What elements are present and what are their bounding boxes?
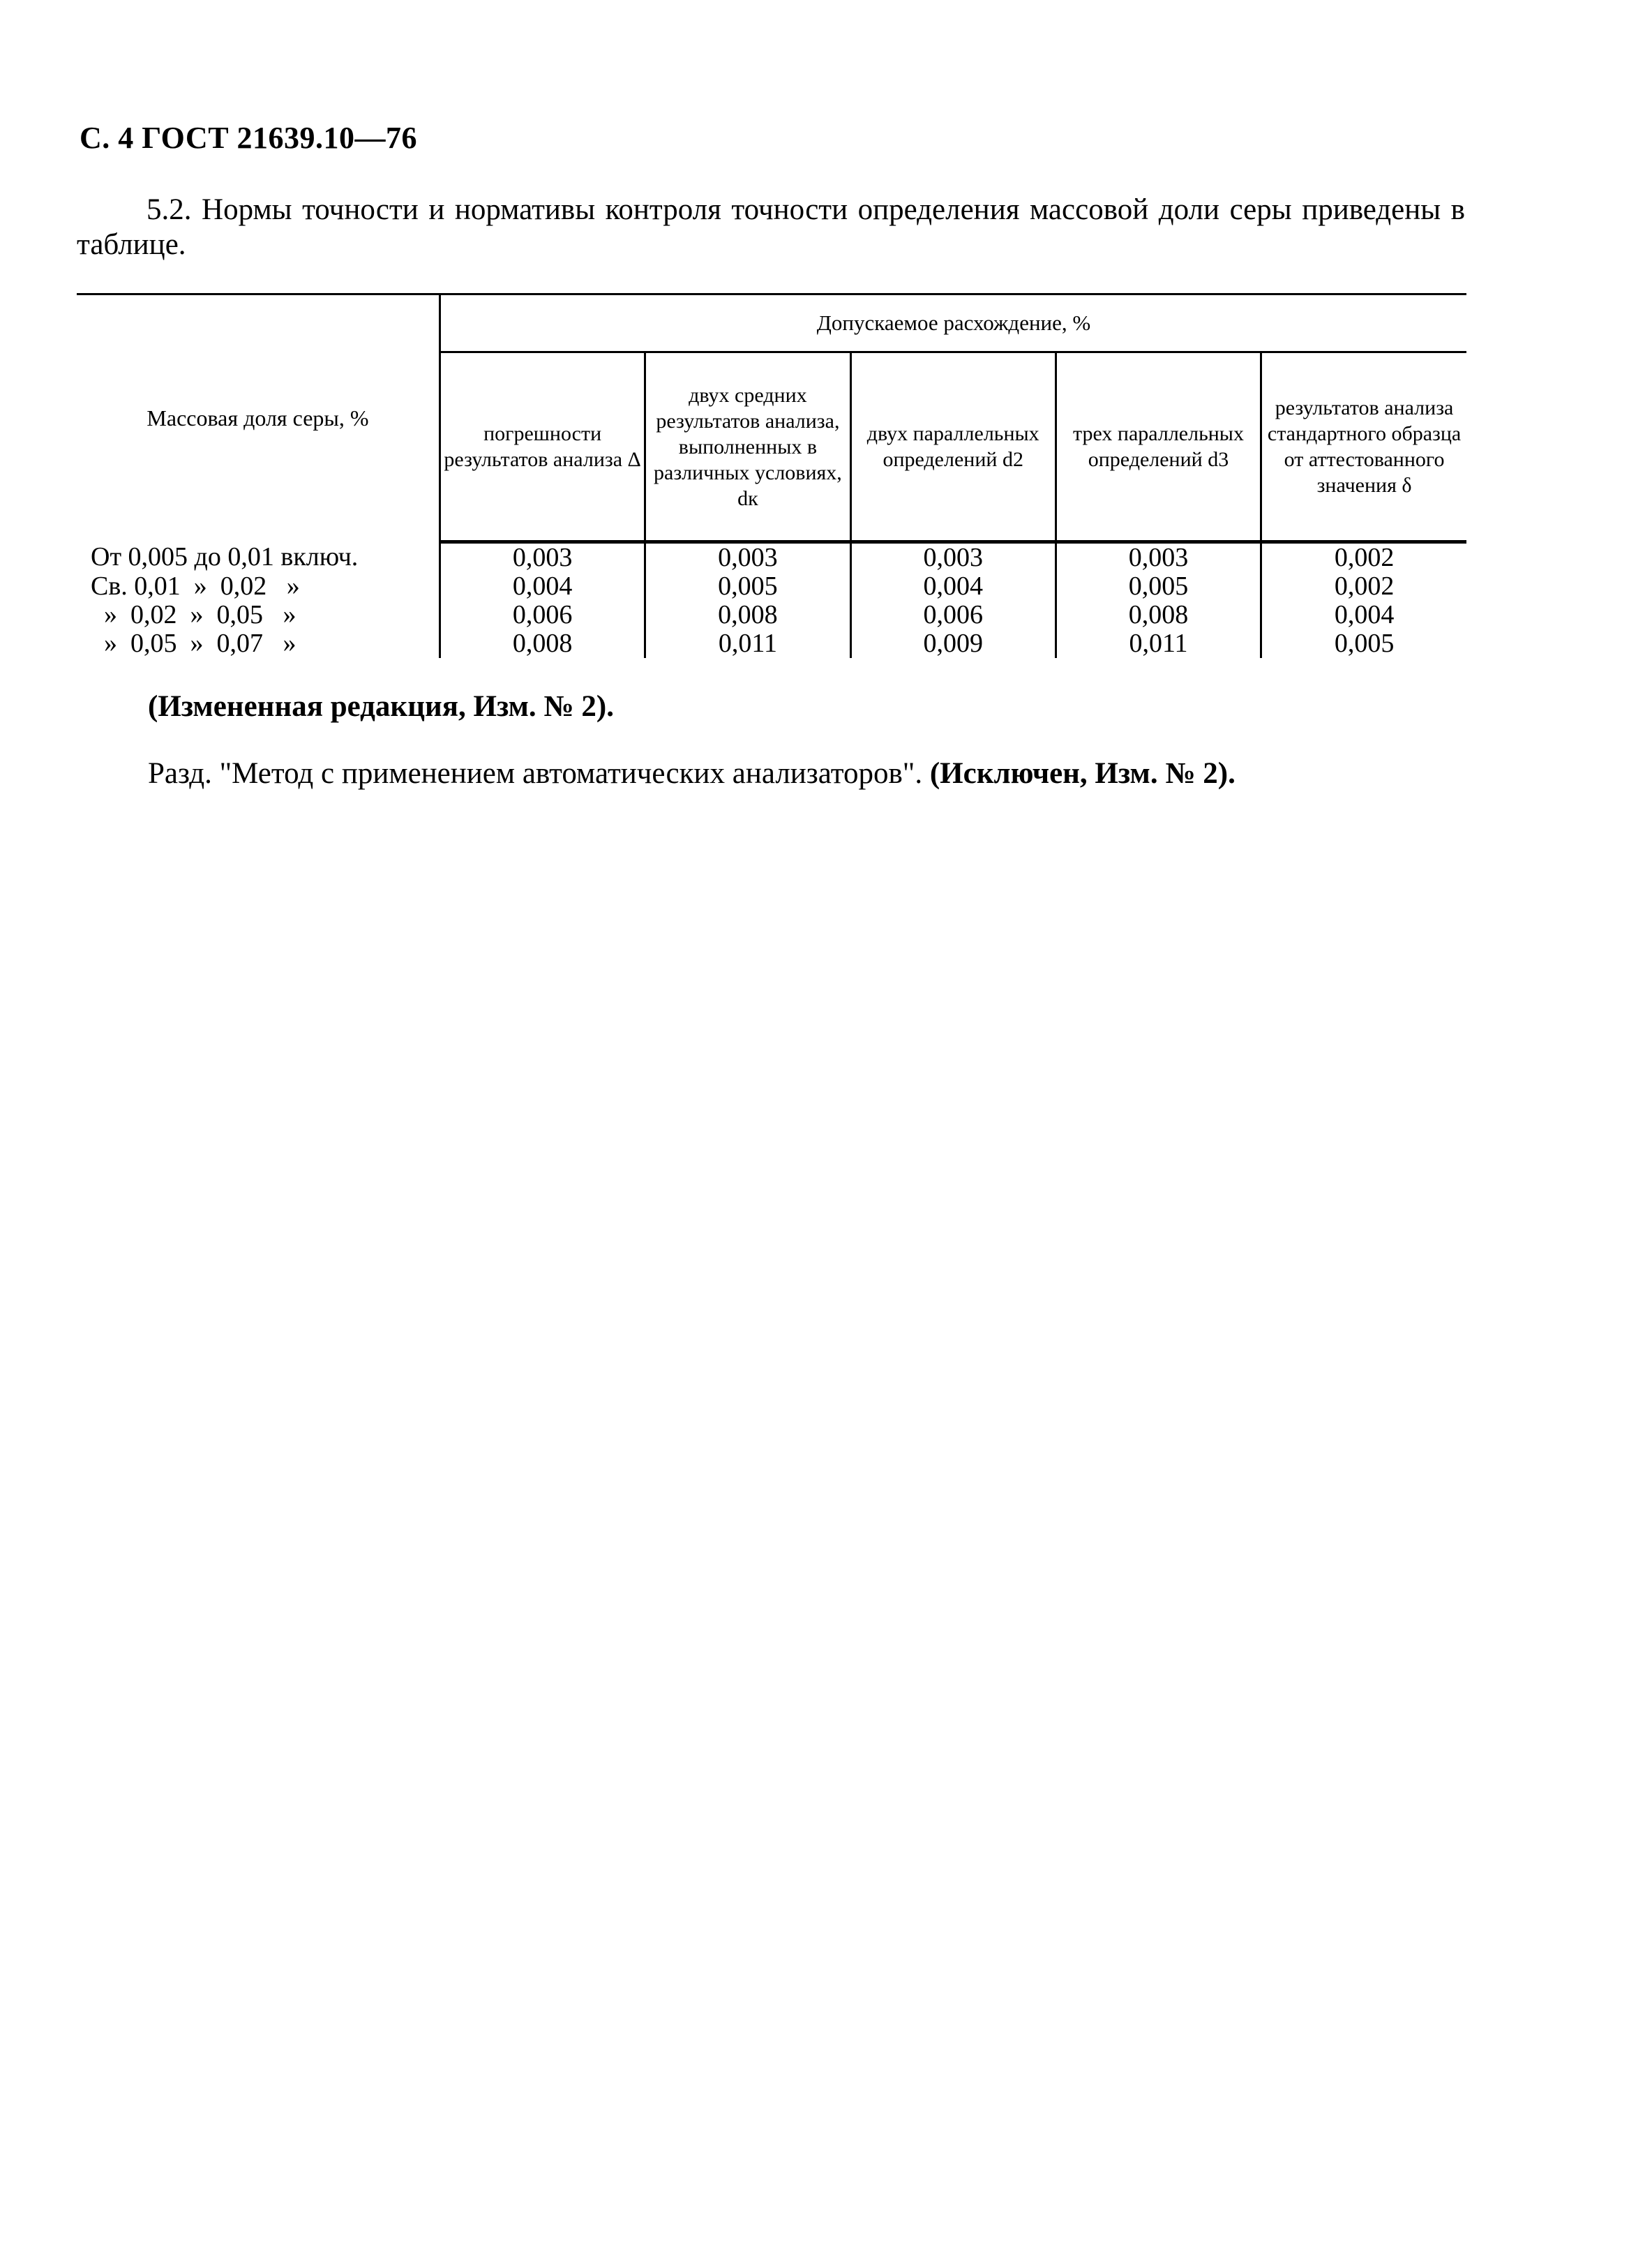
table-cell: 0,003 — [645, 542, 850, 573]
column-header: погрешности результатов анализа Δ — [440, 352, 645, 542]
table-cell: 0,004 — [440, 572, 645, 601]
table-cell: 0,008 — [440, 629, 645, 658]
table-cell: 0,008 — [1056, 601, 1261, 629]
row-header: Массовая доля серы, % — [77, 294, 440, 542]
table-cell: 0,005 — [645, 572, 850, 601]
table-cell: 0,005 — [1056, 572, 1261, 601]
intro-paragraph: 5.2. Нормы точности и нормативы контроля точности определения массовой доли серы приведены в таблице. — [77, 193, 1465, 261]
section-note-text: Разд. "Метод с применением автоматических анализаторов". — [148, 757, 923, 790]
table-cell: 0,005 — [1261, 629, 1466, 658]
column-header: двух средних результатов анализа, выполненных в различных условиях, dк — [645, 352, 850, 542]
row-label: От 0,005 до 0,01 включ. — [91, 541, 359, 571]
section-note-status: (Исключен, Изм. № 2). — [929, 757, 1236, 790]
table-cell: 0,003 — [440, 542, 645, 573]
table-row — [77, 601, 1466, 629]
table-cell: 0,003 — [850, 542, 1056, 573]
column-header: трех параллельных определений d3 — [1056, 352, 1261, 542]
section-note — [148, 756, 1236, 791]
table-cell: 0,003 — [1056, 542, 1261, 573]
table-row — [77, 572, 1466, 601]
table-cell: 0,006 — [440, 601, 645, 629]
table-cell: 0,004 — [850, 572, 1056, 601]
table-cell: 0,006 — [850, 601, 1056, 629]
table-cell: 0,008 — [645, 601, 850, 629]
table-row — [77, 629, 1466, 658]
row-label: » 0,05 » 0,07 » — [91, 629, 296, 658]
table-row — [77, 542, 1466, 573]
table-cell: 0,004 — [1261, 601, 1466, 629]
group-header: Допускаемое расхождение, % — [440, 294, 1467, 352]
amendment-note: (Измененная редакция, Изм. № 2). — [148, 690, 614, 723]
accuracy-table — [77, 293, 1466, 658]
page-header: С. 4 ГОСТ 21639.10—76 — [80, 121, 418, 155]
table-cell: 0,002 — [1261, 572, 1466, 601]
column-header: результатов анализа стандартного образца от аттестованного значения δ — [1261, 352, 1466, 542]
table-cell: 0,011 — [1056, 629, 1261, 658]
table-cell: 0,009 — [850, 629, 1056, 658]
table-cell: 0,011 — [645, 629, 850, 658]
table-cell: 0,002 — [1261, 542, 1466, 573]
row-label: » 0,02 » 0,05 » — [91, 600, 296, 629]
column-header: двух параллельных определений d2 — [850, 352, 1056, 542]
row-label: Св. 0,01 » 0,02 » — [91, 571, 300, 601]
